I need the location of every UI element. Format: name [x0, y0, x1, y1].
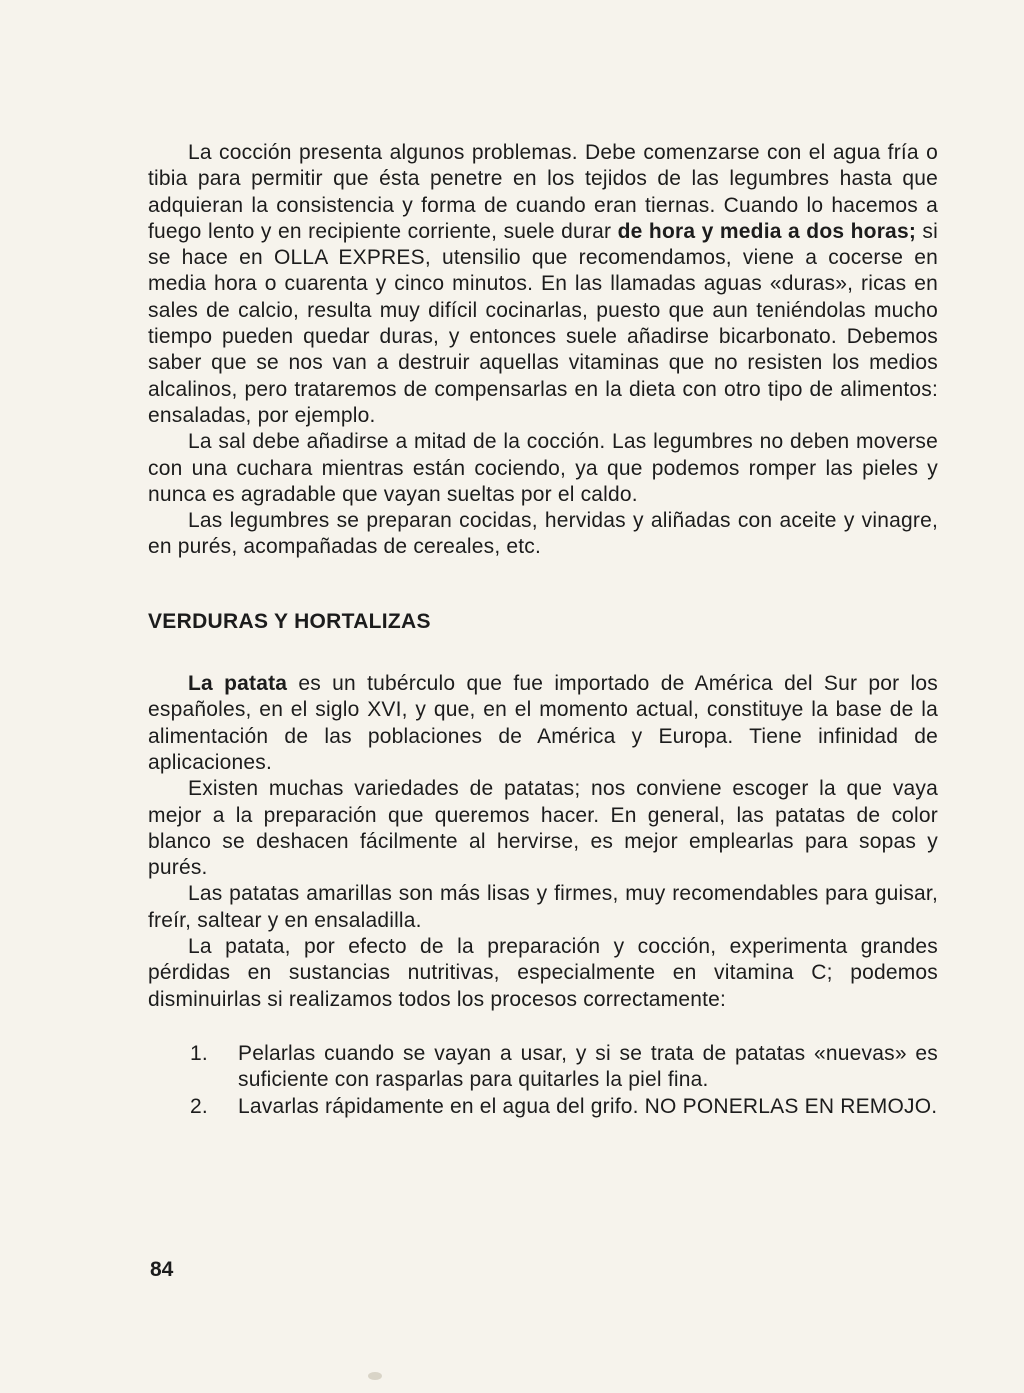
paragraph-text: Las patatas amarillas son más lisas y firmes, muy recomendables para guisar, freír, saltear y en ensaladilla. — [148, 882, 938, 932]
page-body — [148, 140, 938, 1120]
numbered-list — [148, 1041, 938, 1120]
paragraph-text: La patata, por efecto de la preparación y cocción, experimenta grandes pérdidas en sustancias nutritivas, especialmente en vitamina C; podemos disminuirlas si realizamos todos los procesos correctamente: — [148, 935, 938, 1011]
section-heading: VERDURAS Y HORTALIZAS — [148, 609, 431, 633]
page-number: 84 — [150, 1258, 174, 1281]
paragraph-text: es un tubérculo que fue importado de América del Sur por los españoles, en el siglo XVI, y que, en el momento actual, constituye la base de la alimentación de las poblaciones de América y Europa. Tiene infinidad de aplicaciones. — [148, 672, 939, 774]
paragraph-text: Existen muchas variedades de patatas; nos conviene escoger la que vaya mejor a la preparación que queremos hacer. En general, las patatas de color blanco se deshacen fácilmente al hervirse, es mejor emplearlas para sopas y purés. — [148, 777, 938, 880]
list-item — [148, 1094, 938, 1120]
paragraph-text: si se hace en OLLA EXPRES, utensilio que recomendamos, viene a cocerse en media hora o cuarenta y cinco minutos. En las llamadas aguas «duras», ricas en sales de calcio, resulta muy difícil cocinarlas, puesto que aun teniéndolas mucho tiempo pueden quedar duras, y entonces suele añadirse bicarbonato. Debemos saber que se nos van a destruir aquellas vitaminas que no resisten los medios alcalinos, pero trataremos de compensarlas en la dieta con otro tipo de alimentos: ensaladas, por ejemplo. — [148, 219, 938, 427]
paragraph — [148, 671, 938, 776]
paragraph — [148, 934, 938, 1013]
list-number: 2. — [190, 1094, 208, 1118]
bold-text: La patata — [188, 672, 288, 696]
paragraph — [148, 881, 938, 934]
paragraph — [148, 508, 938, 561]
paragraph — [148, 776, 938, 881]
paragraph — [148, 140, 938, 429]
list-item-text: Lavarlas rápidamente en el agua del grifo. NO PONERLAS EN REMOJO. — [238, 1094, 938, 1118]
paper-smudge — [368, 1372, 382, 1380]
paragraph-text: La cocción presenta algunos problemas. Debe comenzarse con el agua fría o tibia para permitir que ésta penetre en los tejidos de las legumbres hasta que adquieran la consistencia y forma de cuando eran tiernas. Cuando lo hacemos a fuego lento y en recipiente corriente, suele durar — [148, 141, 938, 243]
text-block-legumbres — [148, 140, 938, 561]
list-number: 1. — [190, 1041, 208, 1065]
list-item — [148, 1041, 938, 1094]
paragraph-text: La sal debe añadirse a mitad de la cocción. Las legumbres no deben moverse con una cuchara mientras están cociendo, ya que podemos romper las pieles y nunca es agradable que vayan sueltas por el caldo. — [148, 430, 938, 506]
bold-text: de hora y media a dos horas; — [617, 219, 917, 243]
paragraph — [148, 429, 938, 508]
list-item-text: Pelarlas cuando se vayan a usar, y si se trata de patatas «nuevas» es suficiente con rasparlas para quitarles la piel fina. — [238, 1041, 938, 1092]
text-block-patata — [148, 671, 938, 1013]
paragraph-text: Las legumbres se preparan cocidas, hervidas y aliñadas con aceite y vinagre, en purés, acompañadas de cereales, etc. — [148, 509, 938, 559]
